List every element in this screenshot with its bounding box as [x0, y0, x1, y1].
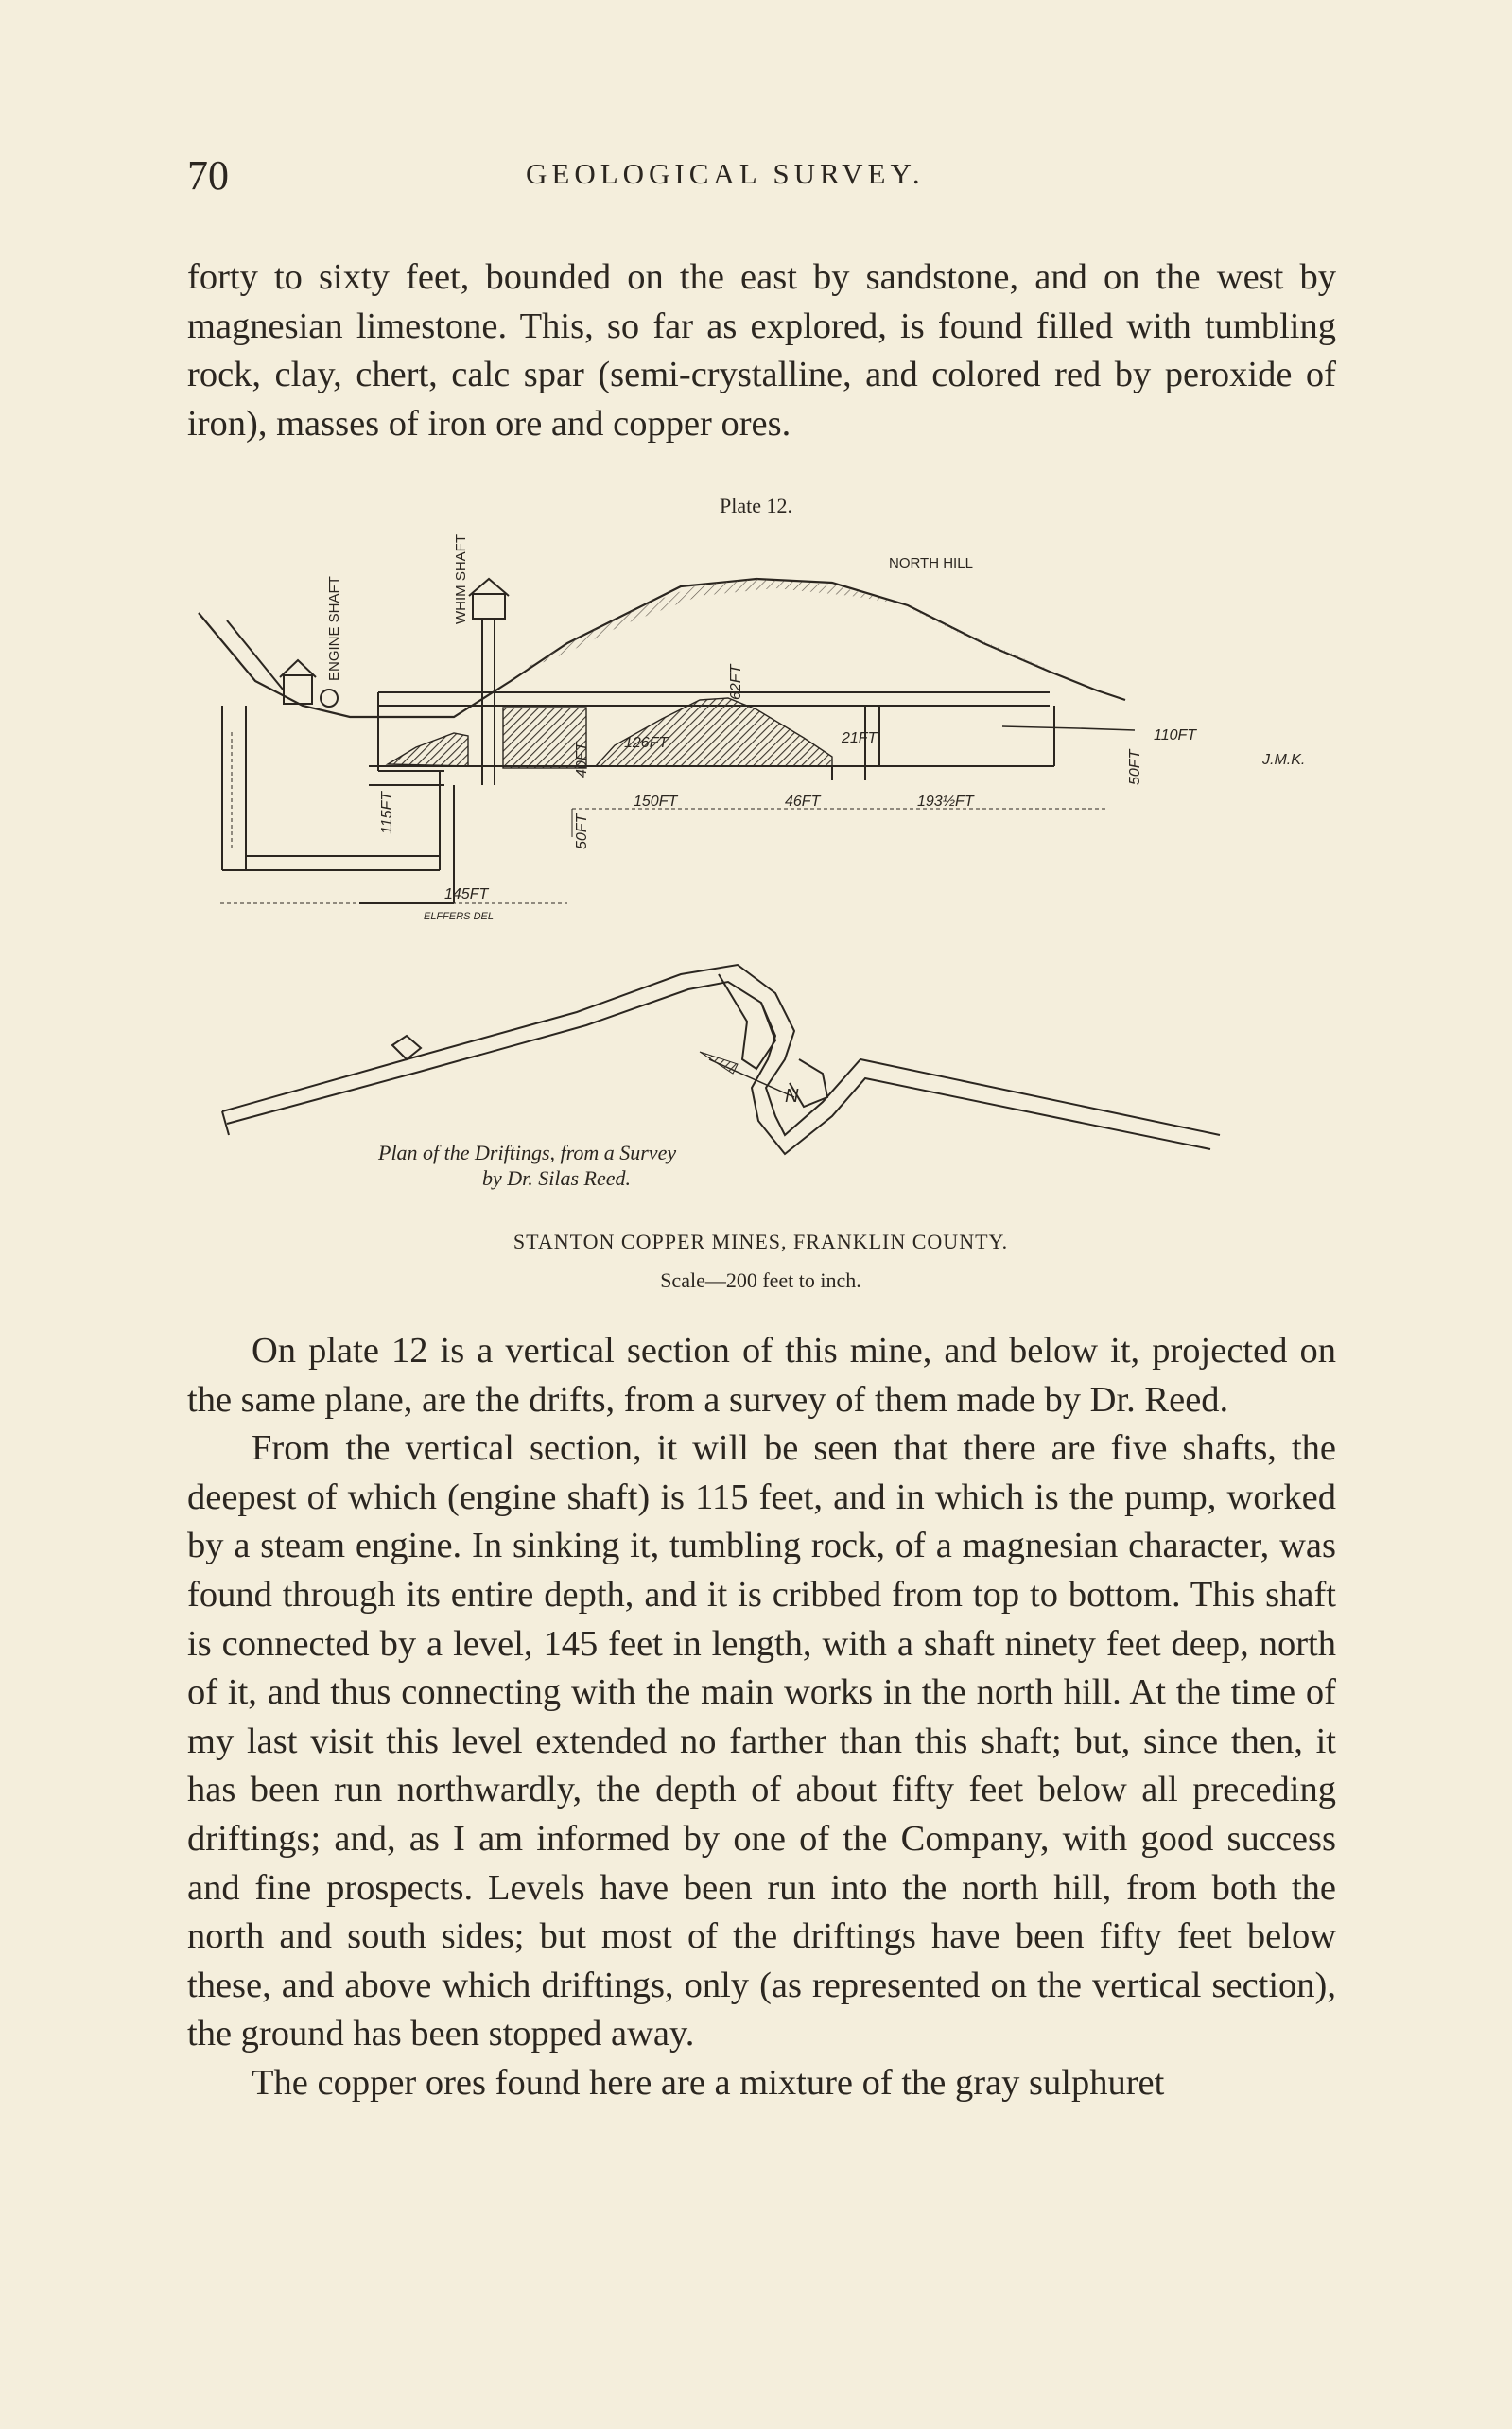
- mine-section-figure: [170, 530, 1362, 1211]
- label-145ft: 145FT: [444, 886, 489, 902]
- hill-shading: [520, 579, 898, 672]
- label-40ft: 40FT: [574, 742, 590, 778]
- label-46ft: 46FT: [785, 794, 821, 810]
- north-arrow-letter: N: [785, 1086, 799, 1107]
- bottom-text-block: [187, 1327, 1336, 2108]
- top-text-block: [187, 253, 1336, 448]
- label-62ft: 62FT: [728, 664, 744, 700]
- plan-caption-line1: Plan of the Driftings, from a Survey: [378, 1141, 677, 1164]
- label-engraver: ELFFERS DEL: [424, 911, 494, 922]
- ore-body: [388, 733, 468, 766]
- ground-surface: [1002, 726, 1135, 730]
- page-header: [187, 151, 1336, 208]
- paragraph: From the vertical section, it will be seen that there are five shafts, the deepest of which (engine shaft) is 115 feet, and in which is the pump, worked by a steam engine. In sinking it, tumbling rock, of a magnesian character, was found through its entire depth, and it is cribbed from top to bottom. This shaft is connected by a level, 145 feet in length, with a shaft ninety feet deep, north of it, and thus connecting with the main works in the north hill. At the time of my last visit this level extended no farther than this shaft; but, since then, it has been run northwardly, the depth of about fifty feet below all preceding driftings; and, as I am informed by one of the Company, with good success and fine prospects. Levels have been run into the north hill, from both the north and south sides; but most of the driftings have been fifty feet below these, and above which driftings, only (as represented on the vertical section), the ground has been stopped away.: [187, 1428, 1336, 2054]
- paragraph: The copper ores found here are a mixture of the gray sulphuret: [252, 2062, 1165, 2103]
- plan-caption-line2: by Dr. Silas Reed.: [482, 1166, 632, 1190]
- figure-scale: Scale—200 feet to inch.: [660, 1268, 861, 1292]
- ore-body: [596, 698, 832, 766]
- label-126ft: 126FT: [624, 735, 669, 751]
- engine-house: [227, 620, 338, 707]
- paragraph: forty to sixty feet, bounded on the east by sandstone, and on the west by magnesian limestone. This, so far as explored, is found filled with tumbling rock, clay, chert, calc spar (semi-crystalline, and colored red by peroxide of iron), masses of iron ore and copper ores.: [187, 257, 1336, 444]
- label-north-hill: NORTH HILL: [889, 555, 973, 571]
- plan-caption: [378, 1140, 946, 1191]
- figure-title: STANTON COPPER MINES, FRANKLIN COUNTY.: [513, 1230, 1009, 1253]
- label-whim-shaft: WHIM SHAFT: [453, 534, 469, 624]
- label-115ft: 115FT: [379, 791, 395, 834]
- label-50ft-right: 50FT: [1127, 749, 1143, 785]
- label-engine-shaft: ENGINE SHAFT: [326, 576, 342, 681]
- running-head: GEOLOGICAL SURVEY.: [526, 157, 925, 190]
- label-initials: J.M.K.: [1262, 752, 1306, 768]
- label-21ft: 21FT: [842, 730, 878, 746]
- whim-shaft: [482, 619, 495, 785]
- label-110ft: 110FT: [1154, 727, 1197, 743]
- whim-house: [469, 579, 509, 619]
- label-193ft: 193½FT: [917, 794, 974, 810]
- plate-label: Plate 12.: [720, 494, 792, 517]
- page-number: 70: [187, 152, 229, 199]
- paragraph: On plate 12 is a vertical section of this mine, and below it, projected on the same plane, are the drifts, from a survey of them made by Dr. Reed.: [187, 1331, 1336, 1420]
- label-50ft-left: 50FT: [574, 813, 590, 849]
- level-145: [359, 771, 454, 903]
- label-150ft: 150FT: [634, 794, 678, 810]
- engine-shaft: [222, 706, 440, 870]
